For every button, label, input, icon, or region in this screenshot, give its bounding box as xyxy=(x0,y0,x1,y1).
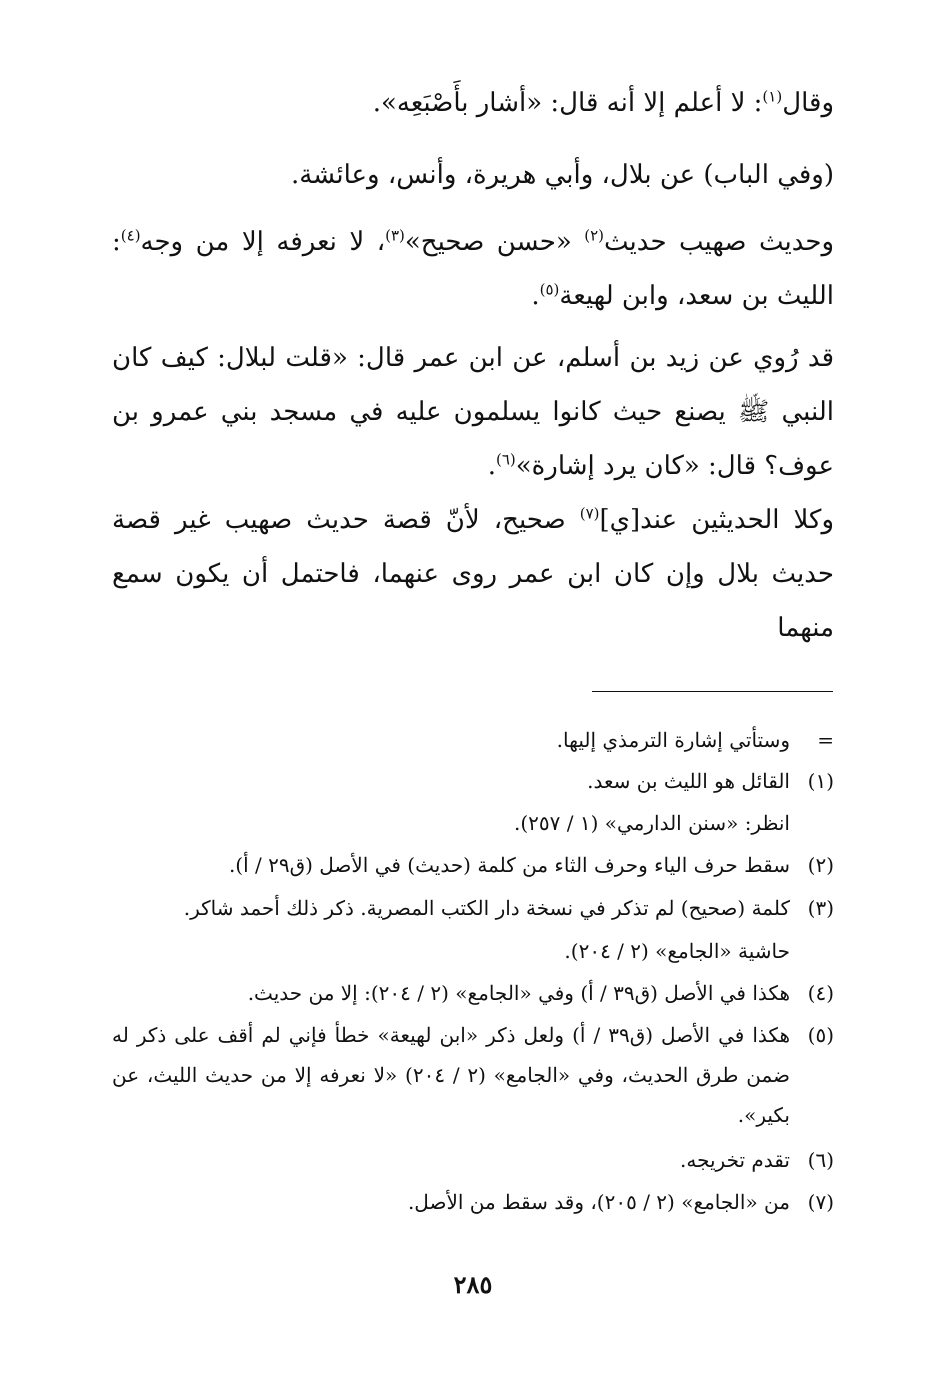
paragraph-4 xyxy=(112,331,834,493)
footnote-ref-3[interactable]: (٣) xyxy=(385,226,405,245)
p4-text-b: . xyxy=(487,451,496,481)
paragraph-5 xyxy=(112,493,834,655)
continuation-marker: = xyxy=(817,728,834,752)
footnote-number xyxy=(790,803,834,843)
footnote-5 xyxy=(112,1015,834,1135)
paragraph-2: (وفي الباب) عن بلال، وأبي هريرة، وأنس، وعائشة. xyxy=(290,160,834,190)
footnote-text: سقط حرف الياء وحرف الثاء من كلمة (حديث) في الأصل (ق٢٩ / أ). xyxy=(228,853,790,877)
footnote-text: كلمة (صحيح) لم تذكر في نسخة دار الكتب المصرية. ذكر ذلك أحمد شاكر. xyxy=(183,896,790,920)
footnote-text: انظر: «سنن الدارمي» (١ / ٢٥٧). xyxy=(513,811,790,835)
footnote-text: هكذا في الأصل (ق٣٩ / أ) وفي «الجامع» (٢ / ٢٠٤): إلا من حديث. xyxy=(247,981,790,1005)
footnote-ref-7[interactable]: (٧) xyxy=(579,504,600,523)
page-number: ٢٨٥ xyxy=(453,1270,493,1299)
paragraph-1 xyxy=(112,76,834,130)
footnote-1-continued xyxy=(112,803,834,843)
footnote-3-continued xyxy=(112,931,834,971)
footnote-text: من «الجامع» (٢ / ٢٠٥)، وقد سقط من الأصل. xyxy=(407,1190,790,1214)
footnote-ref-4[interactable]: (٤) xyxy=(120,226,141,245)
p3-text-d: : الليث بن سعد، وابن لهيعة xyxy=(112,227,834,311)
footnote-text: تقدم تخريجه. xyxy=(680,1148,790,1172)
footnote-continuation xyxy=(112,720,834,760)
footnote-number: (٦) xyxy=(807,1148,834,1172)
footnote-text: هكذا في الأصل (ق٣٩ / أ) ولعل ذكر «ابن لهيعة» خطأ فإني لم أقف على ذكر له ضمن طرق الحديث، وفي «الجامع» (٢ / ٢٠٤) «لا نعرفه إلا من حديث الليث، عن بكير». xyxy=(112,1023,791,1127)
footnote-number: (٧) xyxy=(807,1190,834,1214)
footnote-ref-1[interactable]: (١) xyxy=(762,87,783,106)
footnote-1 xyxy=(112,761,834,801)
footnote-text: وستأتي إشارة الترمذي إليها. xyxy=(556,728,790,752)
footnote-2 xyxy=(112,845,834,885)
footnote-separator xyxy=(592,691,833,692)
footnote-3 xyxy=(112,888,834,928)
footnote-number: (١) xyxy=(807,769,834,793)
footnote-7 xyxy=(112,1182,834,1222)
p5-text-b: صحيح، لأنّ قصة حديث صهيب غير قصة حديث بلال وإن كان ابن عمر روى عنهما، فاحتمل أن يكون سمع منهما xyxy=(112,505,834,643)
footnote-ref-6[interactable]: (٦) xyxy=(495,450,516,469)
footnote-ref-2[interactable]: (٢) xyxy=(584,226,605,245)
paragraph-3 xyxy=(112,215,834,323)
footnote-number: (٣) xyxy=(807,896,834,920)
footnote-number: (٤) xyxy=(807,981,834,1005)
p3-text-a: وحديث صهيب حديث xyxy=(604,227,834,257)
footnote-ref-5[interactable]: (٥) xyxy=(539,280,560,299)
footnote-number: (٢) xyxy=(807,853,834,877)
p3-text-b: «حسن صحيح» xyxy=(404,227,585,257)
p3-text-e: . xyxy=(531,281,540,311)
footnote-text: حاشية «الجامع» (٢ / ٢٠٤). xyxy=(564,939,790,963)
p1-text-a: وقال xyxy=(782,88,834,118)
footnote-text: القائل هو الليث بن سعد. xyxy=(587,769,790,793)
p1-text-b: : لا أعلم إلا أنه قال: «أشار بأَصْبَعِه». xyxy=(372,88,763,118)
p5-text-a: وكلا الحديثين عند[ي] xyxy=(599,505,834,535)
p3-text-c: ، لا نعرفه إلا من وجه xyxy=(140,227,386,257)
footnote-number xyxy=(790,931,834,971)
footnote-6 xyxy=(112,1140,834,1180)
footnote-4 xyxy=(112,973,834,1013)
p4-text-a: قد رُوي عن زيد بن أسلم، عن ابن عمر قال: «قلت لبلال: كيف كان النبي ﷺ يصنع حيث كانوا يسلمون عليه في مسجد بني عمرو بن عوف؟ قال: «كان يرد إشارة» xyxy=(112,343,834,481)
footnote-number: (٥) xyxy=(807,1023,834,1047)
